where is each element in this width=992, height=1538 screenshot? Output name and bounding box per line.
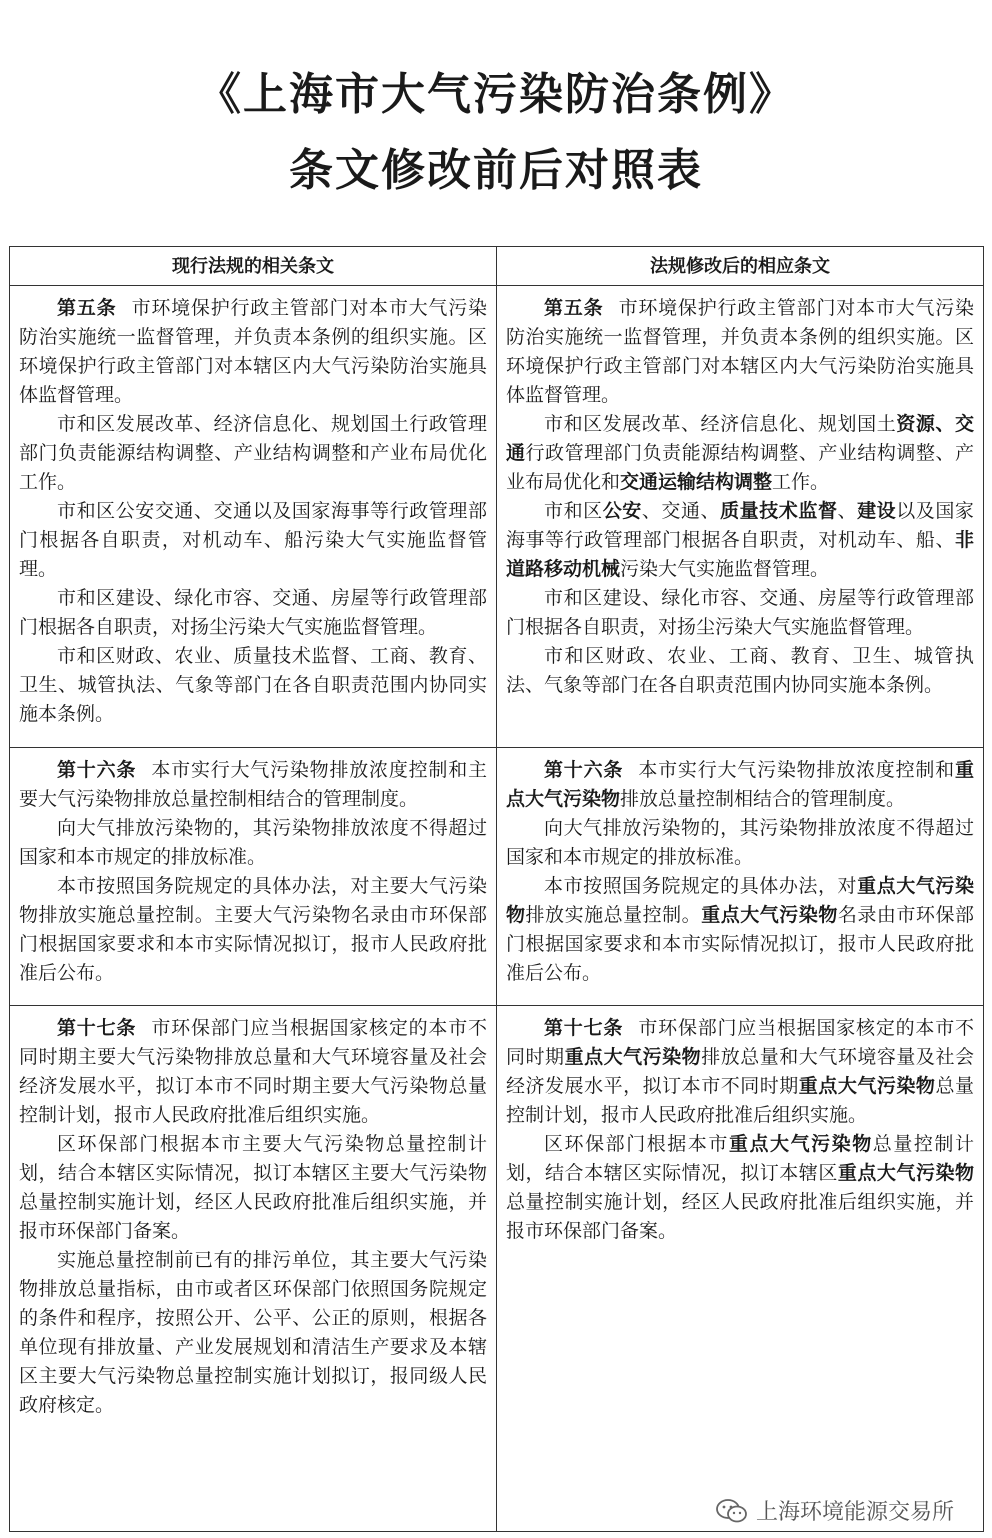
table-row bbox=[10, 1006, 984, 1532]
provision-paragraph bbox=[506, 814, 974, 872]
provision-paragraph bbox=[506, 756, 974, 814]
provision-text: 排放总量控制相结合的管理制度。 bbox=[620, 788, 906, 810]
provision-text: 市和区发展改革、经济信息化、规划国土 bbox=[544, 413, 897, 435]
provision-text: 、交通、 bbox=[641, 500, 721, 522]
provision-paragraph bbox=[506, 294, 974, 410]
provision-text: 市环境保护行政主管部门对本市大气污染防治实施统一监督管理，并负责本条例的组织实施。区环境保护行政主管部门对本辖区内大气污染防治实施具体监督管理。 bbox=[19, 297, 487, 406]
amended-text: 重点大气污染物 bbox=[506, 759, 974, 810]
provision-text: 以及国家海事等行政管理部门根据各自职责，对机动车、船、 bbox=[506, 500, 974, 551]
cell-new-article-16 bbox=[497, 748, 984, 1006]
cell-new-article-5 bbox=[497, 286, 984, 748]
wechat-icon bbox=[716, 1498, 748, 1524]
cell-old-article-5 bbox=[10, 286, 497, 748]
amended-text: 重点大气污染物 bbox=[564, 1046, 702, 1068]
provision-paragraph bbox=[19, 410, 487, 497]
provision-text: 市和区建设、绿化市容、交通、房屋等行政管理部门根据各自职责，对扬尘污染大气实施监督管理。 bbox=[506, 587, 974, 638]
provision-text: 总量控制计划，结合本辖区实际情况，拟订本辖区 bbox=[506, 1133, 974, 1184]
provision-paragraph bbox=[506, 584, 974, 642]
provision-paragraph bbox=[506, 642, 974, 700]
amended-text: 重点大气污染物 bbox=[506, 875, 974, 926]
watermark-text: 上海环境能源交易所 bbox=[755, 1500, 954, 1525]
table-row bbox=[10, 286, 984, 748]
source-watermark bbox=[710, 1493, 960, 1528]
provision-text: 市和区建设、绿化市容、交通、房屋等行政管理部门根据各自职责，对扬尘污染大气实施监督管理。 bbox=[19, 587, 487, 638]
provision-text: 本市按照国务院规定的具体办法，对 bbox=[544, 875, 858, 897]
provision-text: 市和区财政、农业、质量技术监督、工商、教育、卫生、城管执法、气象等部门在各自职责范围内协同实施本条例。 bbox=[19, 645, 487, 725]
amended-text: 非道路移动机械 bbox=[506, 529, 974, 580]
provision-paragraph bbox=[506, 1014, 974, 1130]
provision-text: 市和区 bbox=[544, 500, 603, 522]
provision-text: 向大气排放污染物的，其污染物排放浓度不得超过国家和本市规定的排放标准。 bbox=[506, 817, 974, 868]
provision-text: 本市实行大气污染物排放浓度控制和主要大气污染物排放总量控制相结合的管理制度。 bbox=[19, 759, 487, 810]
provision-paragraph bbox=[506, 497, 974, 584]
provision-text: 排放实施总量控制。 bbox=[525, 904, 702, 926]
provision-text: 排放总量和大气环境容量及社会经济发展水平，拟订本市不同时期 bbox=[506, 1046, 974, 1097]
cell-old-article-17 bbox=[10, 1006, 497, 1532]
document-title: 《上海市大气污染防治条例》 bbox=[197, 69, 795, 120]
amended-text: 交通运输结构调整 bbox=[620, 471, 773, 493]
provision-paragraph bbox=[19, 814, 487, 872]
provision-text: 实施总量控制前已有的排污单位，其主要大气污染物排放总量指标，由市或者区环保部门依照国务院规定的条件和程序，按照公开、公平、公正的原则，根据各单位现有排放量、产业发展规划和清洁生产要求及本辖区主要大气污染物总量控制实施计划拟订，报同级人民政府核定。 bbox=[19, 1249, 487, 1416]
provision-text: 总量控制实施计划，经区人民政府批准后组织实施，并报市环保部门备案。 bbox=[506, 1191, 974, 1242]
provision-text: 市和区财政、农业、工商、教育、卫生、城管执法、气象等部门在各自职责范围内协同实施本条例。 bbox=[506, 645, 974, 696]
article-number: 第十七条 bbox=[57, 1017, 137, 1039]
provision-paragraph bbox=[19, 642, 487, 729]
provision-text: 向大气排放污染物的，其污染物排放浓度不得超过国家和本市规定的排放标准。 bbox=[19, 817, 487, 868]
provision-paragraph bbox=[19, 294, 487, 410]
document-subtitle: 条文修改前后对照表 bbox=[289, 145, 703, 196]
provision-paragraph bbox=[19, 584, 487, 642]
provision-paragraph bbox=[19, 872, 487, 988]
provision-paragraph bbox=[506, 872, 974, 988]
provision-paragraph bbox=[506, 1130, 974, 1246]
table-row bbox=[10, 748, 984, 1006]
provision-paragraph bbox=[19, 756, 487, 814]
provision-text: 市环境保护行政主管部门对本市大气污染防治实施统一监督管理，并负责本条例的组织实施。区环境保护行政主管部门对本辖区内大气污染防治实施具体监督管理。 bbox=[506, 297, 974, 406]
provision-text: 污染大气实施监督管理。 bbox=[620, 558, 830, 580]
article-number: 第十六条 bbox=[57, 759, 137, 781]
provision-paragraph bbox=[19, 497, 487, 584]
provision-text: 市环保部门应当根据国家核定的本市不同时期主要大气污染物排放总量和大气环境容量及社会经济发展水平，拟订本市不同时期主要大气污染物总量控制计划，报市人民政府批准后组织实施。 bbox=[19, 1017, 487, 1126]
provision-text: 市环保部门应当根据国家核定的本市不同时期 bbox=[506, 1017, 974, 1068]
header-revised-provisions: 法规修改后的相应条文 bbox=[497, 247, 984, 286]
article-number: 第十七条 bbox=[544, 1017, 624, 1039]
table-header-row bbox=[10, 247, 984, 286]
amended-text: 重点大气污染物 bbox=[837, 1162, 974, 1184]
provision-text: 市和区公安交通、交通以及国家海事等行政管理部门根据各自职责，对机动车、船污染大气实施监督管理。 bbox=[19, 500, 487, 580]
amended-text: 重点大气污染物 bbox=[798, 1075, 936, 1097]
article-number: 第五条 bbox=[544, 297, 604, 319]
provision-text: 区环保部门根据本市主要大气污染物总量控制计划，结合本辖区实际情况，拟订本辖区主要大气污染物总量控制实施计划，经区人民政府批准后组织实施，并报市环保部门备案。 bbox=[19, 1133, 487, 1242]
amended-text: 质量技术监督 bbox=[720, 500, 838, 522]
provision-paragraph bbox=[19, 1014, 487, 1130]
provision-text: 行政管理部门负责能源结构调整、产业结构调整、产业布局优化和 bbox=[506, 442, 974, 493]
provision-text: 、 bbox=[837, 500, 858, 522]
provision-text: 本市实行大气污染物排放浓度控制和 bbox=[638, 759, 955, 781]
provision-paragraph bbox=[19, 1130, 487, 1246]
article-number: 第五条 bbox=[57, 297, 117, 319]
provision-text: 区环保部门根据本市 bbox=[544, 1133, 729, 1155]
amended-text: 重点大气污染物 bbox=[701, 904, 838, 926]
amended-text: 公安 bbox=[602, 500, 642, 522]
provision-text: 本市按照国务院规定的具体办法，对主要大气污染物排放实施总量控制。主要大气污染物名录由市环保部门根据国家要求和本市实际情况拟订，报市人民政府批准后公布。 bbox=[19, 875, 487, 984]
amended-text: 重点大气污染物 bbox=[728, 1133, 873, 1155]
cell-old-article-16 bbox=[10, 748, 497, 1006]
amended-text: 资源、交通 bbox=[506, 413, 974, 464]
cell-new-article-17 bbox=[497, 1006, 984, 1532]
comparison-table bbox=[9, 246, 984, 1532]
provision-text: 名录由市环保部门根据国家要求和本市实际情况拟订，报市人民政府批准后公布。 bbox=[506, 904, 974, 984]
provision-paragraph bbox=[506, 410, 974, 497]
amended-text: 建设 bbox=[857, 500, 897, 522]
article-number: 第十六条 bbox=[544, 759, 624, 781]
provision-text: 工作。 bbox=[772, 471, 830, 493]
provision-text: 市和区发展改革、经济信息化、规划国土行政管理部门负责能源结构调整、产业结构调整和产业布局优化工作。 bbox=[19, 413, 487, 493]
provision-text: 总量控制计划，报市人民政府批准后组织实施。 bbox=[506, 1075, 974, 1126]
header-current-provisions: 现行法规的相关条文 bbox=[10, 247, 497, 286]
provision-paragraph bbox=[19, 1246, 487, 1420]
